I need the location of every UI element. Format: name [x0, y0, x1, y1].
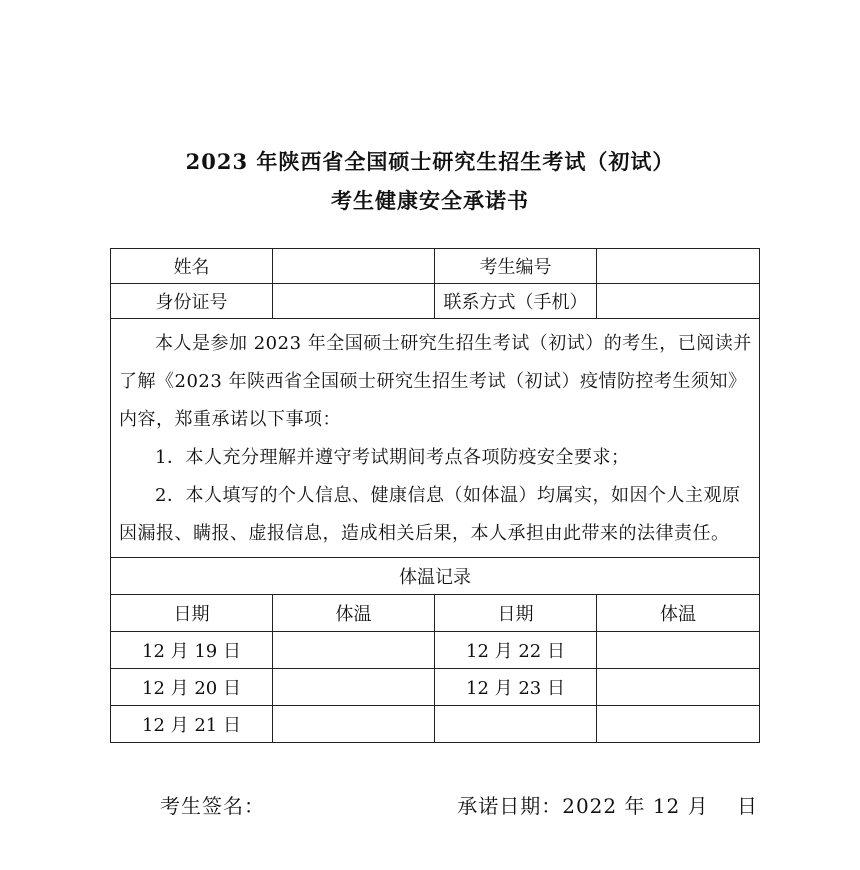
- temperature-row: [111, 632, 760, 669]
- temp-input-cell[interactable]: [273, 632, 435, 669]
- promise-text-block: [111, 319, 760, 558]
- commitment-form: [110, 248, 760, 743]
- exam-id-label: 考生编号: [435, 249, 597, 284]
- date-header-right: 日期: [435, 595, 597, 632]
- date-cell: 12 月 20 日: [111, 669, 273, 706]
- temp-input-cell[interactable]: [597, 706, 760, 743]
- info-row-2: [111, 284, 760, 319]
- promise-item-1: 1．本人充分理解并遵守考试期间考点各项防疫安全要求；: [155, 447, 630, 468]
- phone-field[interactable]: [597, 284, 760, 319]
- temp-header-right: 体温: [597, 595, 760, 632]
- date-cell: 12 月 23 日: [435, 669, 597, 706]
- date-cell: 12 月 22 日: [435, 632, 597, 669]
- promise-item-2: 2．本人填写的个人信息、健康信息（如体温）均属实，如因个人主观原因漏报、瞒报、虚报信息，造成相关后果，本人承担由此带来的法律责任。: [119, 485, 741, 544]
- document-subtitle: 考生健康安全承诺书: [331, 188, 529, 213]
- commit-date: 承诺日期：2022 年 12 月 日: [457, 794, 758, 818]
- signature-label: 考生签名：: [160, 794, 265, 818]
- promise-row: [111, 319, 760, 558]
- date-cell: 12 月 21 日: [111, 706, 273, 743]
- temp-input-cell[interactable]: [273, 669, 435, 706]
- temperature-header-row: [111, 595, 760, 632]
- id-card-label: 身份证号: [111, 284, 273, 319]
- temperature-row: [111, 706, 760, 743]
- phone-label: 联系方式（手机）: [435, 284, 597, 319]
- empty-date-cell: [435, 706, 597, 743]
- temp-input-cell[interactable]: [273, 706, 435, 743]
- temp-input-cell[interactable]: [597, 669, 760, 706]
- exam-id-field[interactable]: [597, 249, 760, 284]
- info-row-1: [111, 249, 760, 284]
- id-card-field[interactable]: [273, 284, 435, 319]
- name-label: 姓名: [111, 249, 273, 284]
- temp-header-left: 体温: [273, 595, 435, 632]
- name-field[interactable]: [273, 249, 435, 284]
- temperature-title-row: [111, 558, 760, 595]
- date-header-left: 日期: [111, 595, 273, 632]
- document-title: 2023 年陕西省全国硕士研究生招生考试（初试）: [185, 149, 675, 174]
- date-cell: 12 月 19 日: [111, 632, 273, 669]
- promise-intro: 本人是参加 2023 年全国硕士研究生招生考试（初试）的考生，已阅读并了解《2023 年陕西省全国硕士研究生招生考试（初试）疫情防控考生须知》内容，郑重承诺以下事项：: [119, 333, 752, 430]
- temperature-section-title: 体温记录: [111, 558, 760, 595]
- temp-input-cell[interactable]: [597, 632, 760, 669]
- temperature-row: [111, 669, 760, 706]
